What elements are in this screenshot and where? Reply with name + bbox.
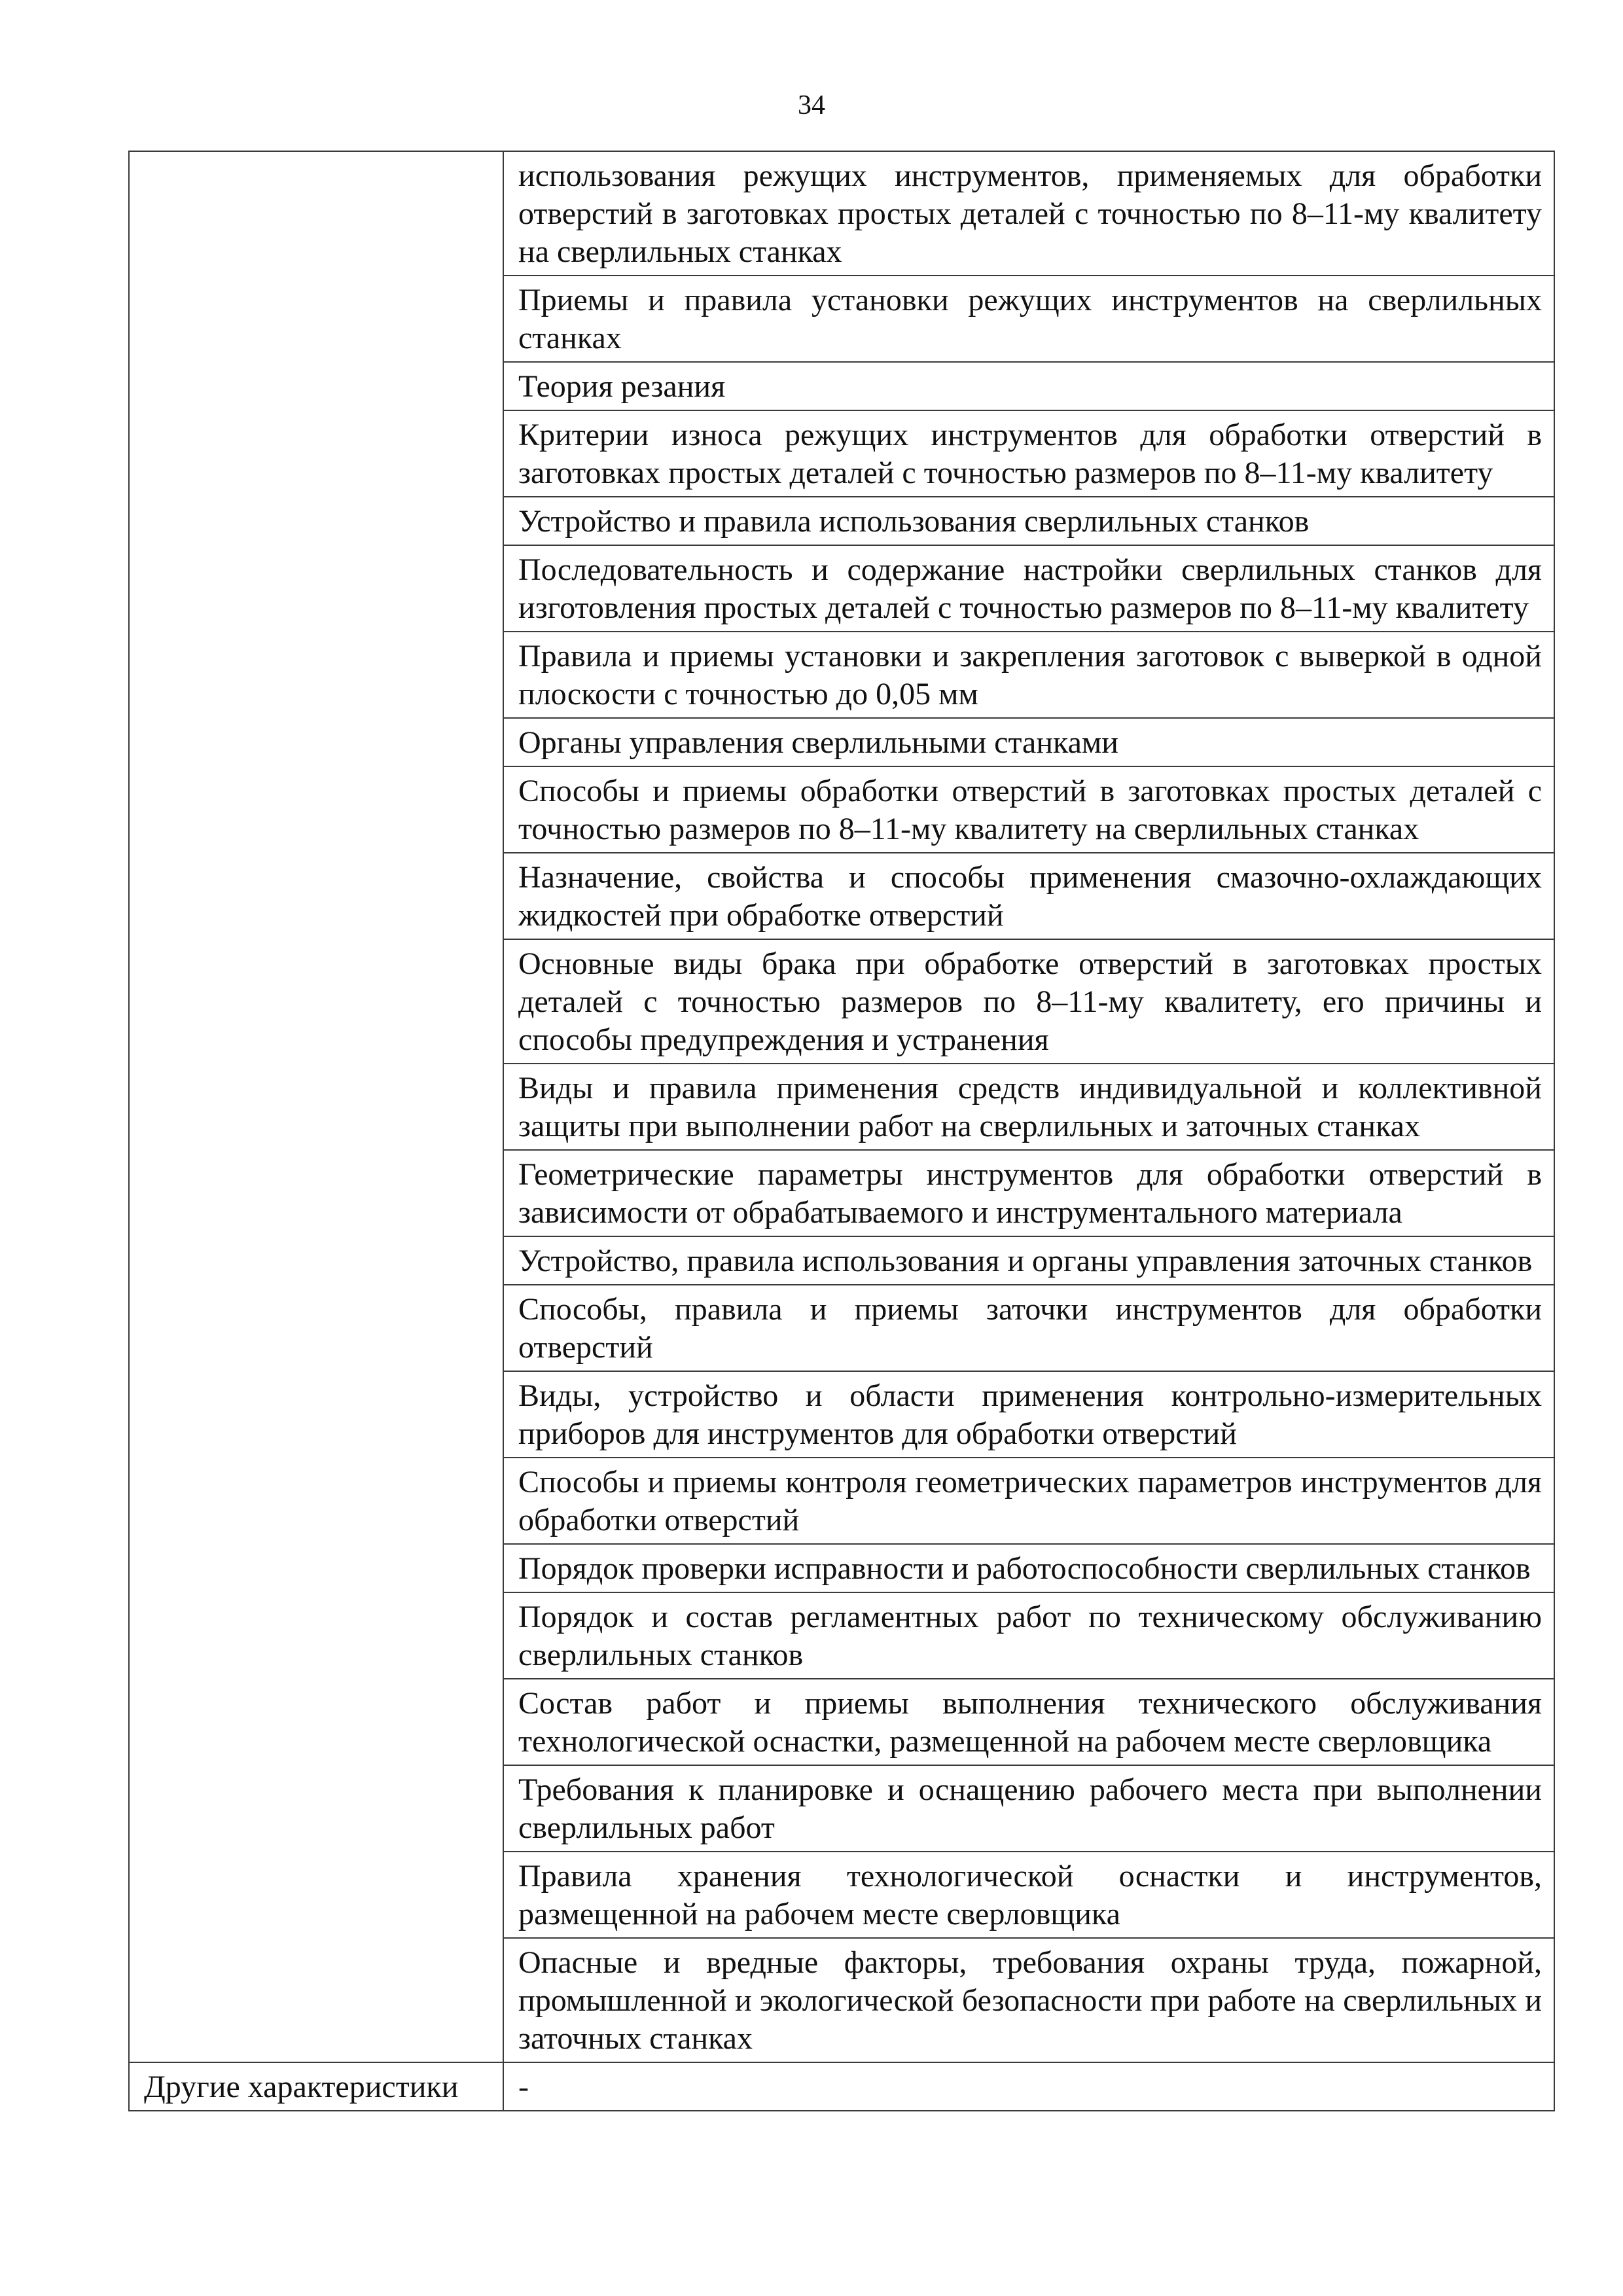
empty-label-cell [129,151,503,2062]
knowledge-item: Способы, правила и приемы заточки инструментов для обработки отверстий [503,1285,1554,1371]
knowledge-item: Устройство и правила использования сверлильных станков [503,497,1554,545]
knowledge-item: Виды и правила применения средств индивидуальной и коллективной защиты при выполнении работ на сверлильных и заточных станках [503,1064,1554,1150]
knowledge-item: Последовательность и содержание настройки сверлильных станков для изготовления простых деталей с точностью размеров по 8–11-му квалитету [503,545,1554,632]
page-number: 34 [798,90,825,120]
knowledge-item: использования режущих инструментов, применяемых для обработки отверстий в заготовках простых деталей с точностью по 8–11-му квалитету на сверлильных станках [503,151,1554,276]
knowledge-item: Органы управления сверлильными станками [503,718,1554,766]
requirements-table [128,151,1555,2111]
knowledge-item: Правила хранения технологической оснастки и инструментов, размещенной на рабочем месте сверловщика [503,1852,1554,1938]
knowledge-item: Теория резания [503,362,1554,410]
knowledge-item: Способы и приемы обработки отверстий в заготовках простых деталей с точностью размеров по 8–11-му квалитету на сверлильных станках [503,766,1554,853]
other-characteristics-value: - [503,2062,1554,2111]
knowledge-item: Порядок проверки исправности и работоспособности сверлильных станков [503,1544,1554,1592]
knowledge-item: Требования к планировке и оснащению рабочего места при выполнении сверлильных работ [503,1765,1554,1852]
knowledge-item: Назначение, свойства и способы применения смазочно-охлаждающих жидкостей при обработке отверстий [503,853,1554,939]
table-row [129,2062,1554,2111]
knowledge-item: Правила и приемы установки и закрепления заготовок с выверкой в одной плоскости с точностью до 0,05 мм [503,632,1554,718]
knowledge-item: Устройство, правила использования и органы управления заточных станков [503,1236,1554,1285]
knowledge-item: Виды, устройство и области применения контрольно-измерительных приборов для инструментов для обработки отверстий [503,1371,1554,1458]
table-body [129,151,1554,2111]
table-row [129,151,1554,276]
knowledge-item: Способы и приемы контроля геометрических параметров инструментов для обработки отверстий [503,1458,1554,1544]
knowledge-item: Опасные и вредные факторы, требования охраны труда, пожарной, промышленной и экологической безопасности при работе на сверлильных и заточных станках [503,1938,1554,2062]
knowledge-item: Приемы и правила установки режущих инструментов на сверлильных станках [503,276,1554,362]
knowledge-item: Критерии износа режущих инструментов для обработки отверстий в заготовках простых деталей с точностью размеров по 8–11-му квалитету [503,410,1554,497]
knowledge-item: Геометрические параметры инструментов для обработки отверстий в зависимости от обрабатываемого и инструментального материала [503,1150,1554,1236]
knowledge-item: Основные виды брака при обработке отверстий в заготовках простых деталей с точностью размеров по 8–11-му квалитету, его причины и способы предупреждения и устранения [503,939,1554,1064]
knowledge-item: Порядок и состав регламентных работ по техническому обслуживанию сверлильных станков [503,1592,1554,1679]
knowledge-item: Состав работ и приемы выполнения технического обслуживания технологической оснастки, размещенной на рабочем месте сверловщика [503,1679,1554,1765]
other-characteristics-label: Другие характеристики [129,2062,503,2111]
